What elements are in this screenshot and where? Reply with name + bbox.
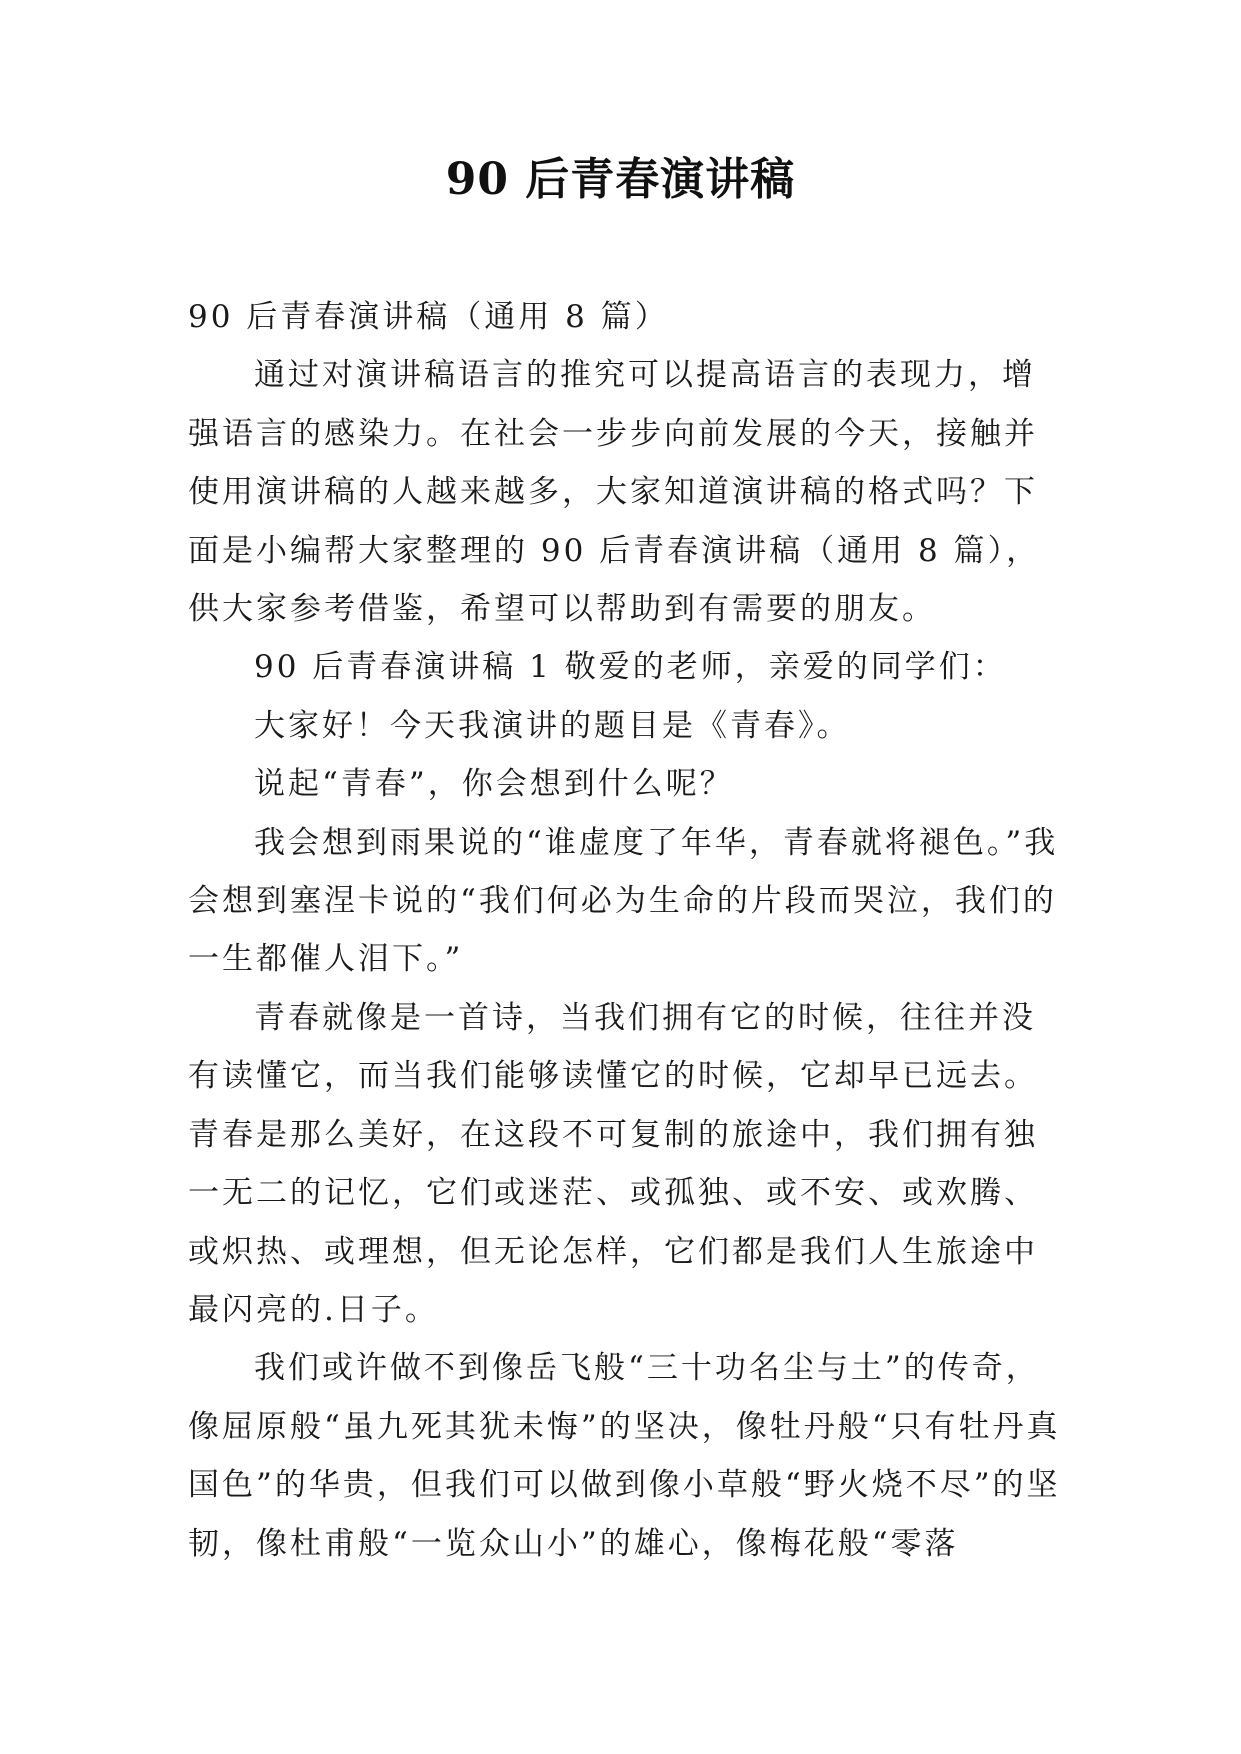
- greeting-paragraph: 大家好！今天我演讲的题目是《青春》。: [254, 707, 851, 744]
- document-body: [188, 288, 1068, 1573]
- intro-paragraph: 通过对演讲稿语言的推究可以提高语言的表现力，增强语言的感染力。在社会一步步向前发展的今天，接触并使用演讲稿的人越来越多，大家知道演讲稿的格式吗？下面是小编帮大家整理的 90 后青春演讲稿（通用 8 篇），供大家参考借鉴，希望可以帮助到有需要的朋友。: [188, 357, 1041, 628]
- document-title: 90 后青春演讲稿: [445, 154, 796, 205]
- youth-poem-paragraph: 青春就像是一首诗，当我们拥有它的时候，往往并没有读懂它，而当我们能够读懂它的时候，它却早已远去。青春是那么美好，在这段不可复制的旅途中，我们拥有独一无二的记忆，它们或迷茫、或孤独、或不安、或欢腾、或炽热、或理想，但无论怎样，它们都是我们人生旅途中最闪亮的.日子。: [188, 999, 1038, 1328]
- comparison-paragraph: 我们或许做不到像岳飞般“三十功名尘与土”的传奇，像屈原般“虽九死其犹未悔”的坚决，像牡丹般“只有牡丹真国色”的华贵，但我们可以做到像小草般“野火烧不尽”的坚韧，像杜甫般“一览众山小”的雄心，像梅花般“零落: [188, 1350, 1061, 1562]
- quote-paragraph: 我会想到雨果说的“谁虚度了年华，青春就将褪色。”我会想到塞涅卡说的“我们何必为生命的片段而哭泣，我们的一生都催人泪下。”: [188, 824, 1059, 978]
- subtitle-paragraph: 90 后青春演讲稿（通用 8 篇）: [188, 299, 669, 335]
- question-paragraph: 说起“青春”，你会想到什么呢？: [254, 766, 734, 803]
- speech-heading-paragraph: 90 后青春演讲稿 1 敬爱的老师，亲爱的同学们：: [254, 649, 1007, 686]
